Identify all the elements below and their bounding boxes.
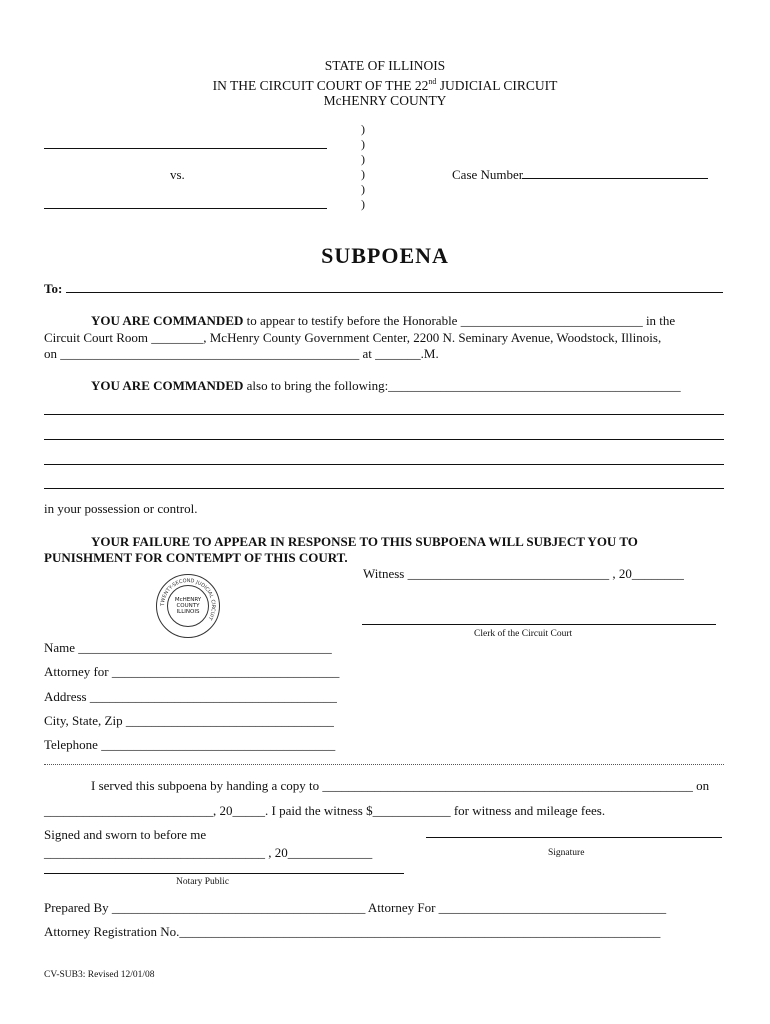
warning-line2: PUNISHMENT FOR CONTEMPT OF THIS COURT. (44, 550, 348, 565)
server-signature-line[interactable] (426, 837, 722, 838)
witness-line: Witness _______________________________ , 20________ (363, 566, 684, 581)
service-line1: I served this subpoena by handing a copy to _________________________________________________________ on (91, 778, 710, 793)
case-number-field[interactable] (522, 178, 708, 179)
items-blank-line[interactable] (44, 488, 724, 489)
court-seal (156, 574, 220, 638)
attorney-telephone-field[interactable]: Telephone ____________________________________ (44, 737, 336, 752)
signature-label: Signature (548, 848, 585, 858)
clerk-signature-line[interactable] (362, 624, 716, 625)
command-appear-line3: on ______________________________________________ at _______.M. (44, 346, 439, 361)
items-blank-line[interactable] (44, 464, 724, 465)
court-name: IN THE CIRCUIT COURT OF THE 22nd JUDICIAL CIRCUIT (212, 77, 558, 93)
sworn-label: Signed and sworn to before me (44, 827, 207, 842)
svg-text:TWENTY-SECOND JUDICIAL CIRCUIT (160, 578, 216, 622)
caption-paren: ) (361, 152, 365, 166)
attorney-for-field[interactable]: Attorney for ___________________________________ (44, 664, 340, 679)
prepared-by-field[interactable]: Prepared By _______________________________________ Attorney For ___________________________________ (44, 900, 667, 915)
versus-label: vs. (170, 167, 185, 182)
notary-label: Notary Public (176, 877, 230, 887)
attorney-address-field[interactable]: Address ______________________________________ (44, 689, 337, 704)
seal-text: ILLINOIS (176, 609, 200, 615)
attorney-city-field[interactable]: City, State, Zip ________________________________ (44, 713, 334, 728)
document-title: SUBPOENA (321, 243, 449, 268)
seal-ring-icon (157, 575, 219, 637)
court-state: STATE OF ILLINOIS (324, 58, 446, 73)
caption-paren: ) (361, 182, 365, 196)
notary-signature-line[interactable] (44, 873, 404, 874)
section-divider (44, 764, 724, 765)
attorney-registration-field[interactable]: Attorney Registration No.__________________________________________________________________________ (44, 924, 661, 939)
command-appear-line2: Circuit Court Room ________, McHenry County Government Center, 2200 N. Seminary Avenue, Woodstock, Illinois, (44, 330, 662, 345)
defendant-line[interactable] (44, 208, 327, 209)
caption-paren: ) (361, 137, 365, 151)
case-number-label: Case Number (452, 167, 524, 182)
command-appear-line1: YOU ARE COMMANDED to appear to testify before the Honorable ____________________________ in the (91, 313, 676, 328)
service-line2: __________________________, 20_____. I paid the witness $____________ for witness and mileage fees. (44, 803, 606, 818)
caption-paren: ) (361, 167, 365, 181)
seal-text: COUNTY (176, 603, 200, 609)
seal-ring-text: TWENTY-SECOND JUDICIAL CIRCUIT (159, 577, 217, 621)
sworn-date-field[interactable]: __________________________________ , 20_____________ (44, 845, 373, 860)
caption-paren: ) (361, 197, 365, 211)
possession-text: in your possession or control. (44, 501, 198, 516)
to-label: To: (44, 281, 63, 296)
form-revision: CV-SUB3: Revised 12/01/08 (44, 970, 155, 980)
items-blank-line[interactable] (44, 414, 724, 415)
warning-line1: YOUR FAILURE TO APPEAR IN RESPONSE TO THIS SUBPOENA WILL SUBJECT YOU TO (91, 534, 638, 549)
attorney-name-field[interactable]: Name _______________________________________ (44, 640, 332, 655)
clerk-label: Clerk of the Circuit Court (474, 629, 573, 639)
seal-text: McHENRY (174, 597, 202, 603)
command-bring-line: YOU ARE COMMANDED also to bring the following:_____________________________________________ (91, 378, 681, 393)
items-blank-line[interactable] (44, 439, 724, 440)
court-county: McHENRY COUNTY (323, 93, 447, 108)
to-recipient-field[interactable] (66, 292, 723, 293)
plaintiff-line[interactable] (44, 148, 327, 149)
caption-paren: ) (361, 122, 365, 136)
